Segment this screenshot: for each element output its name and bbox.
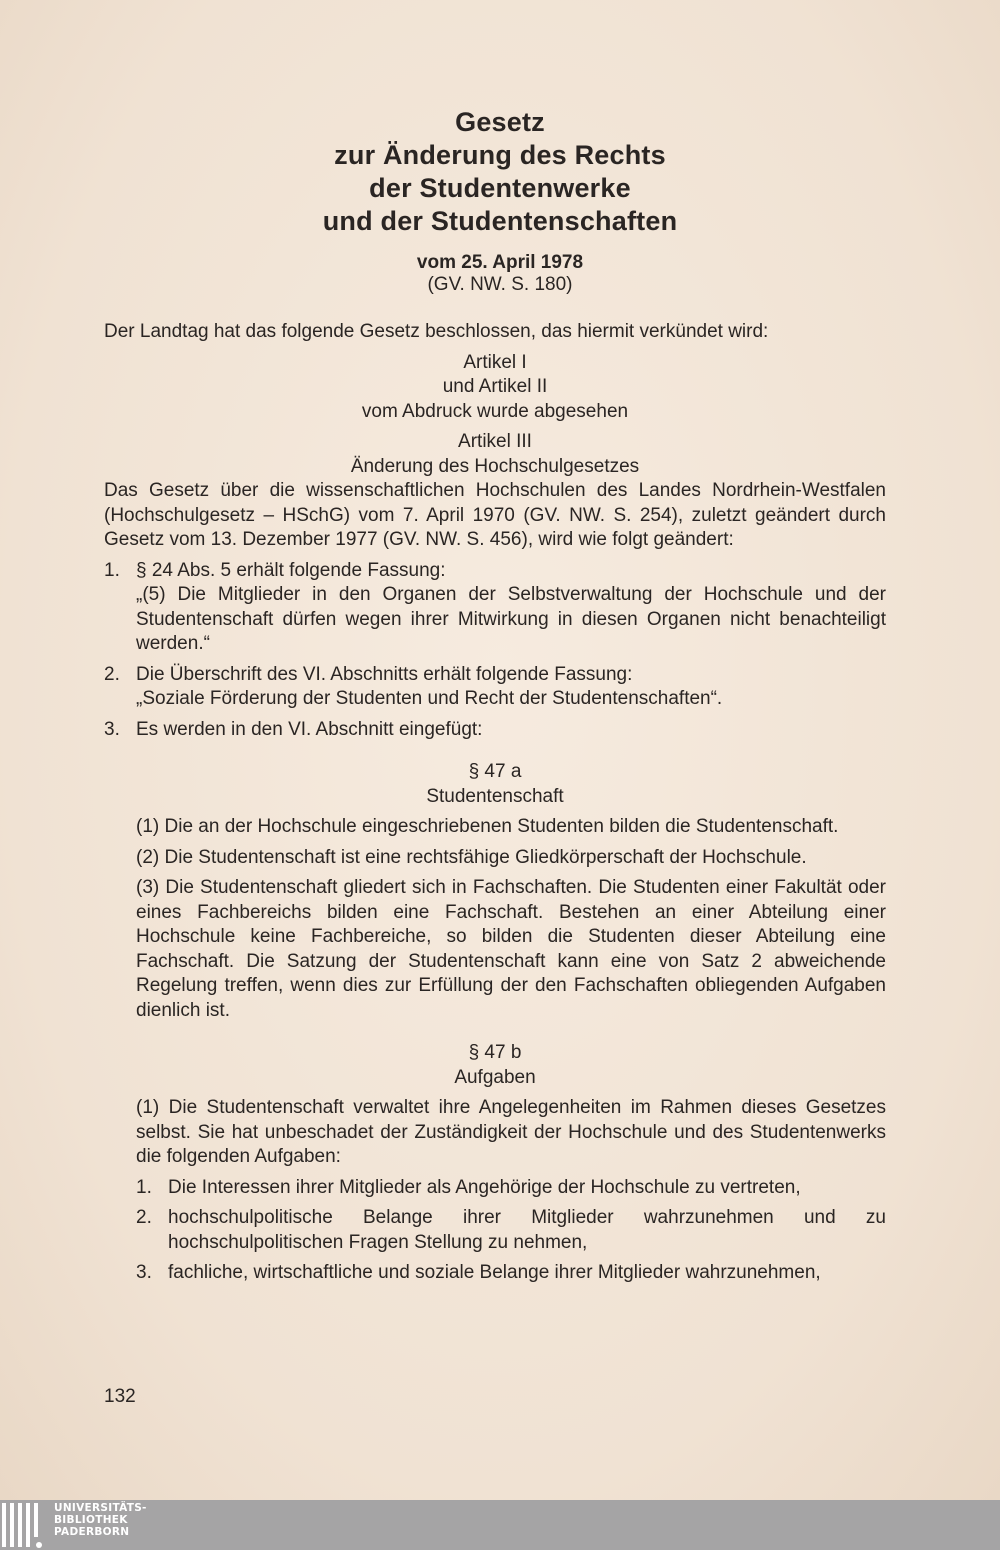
change-text: Es werden in den VI. Abschnitt eingefügt: [136,718,483,740]
article-3-title: Änderung des Hochschulgesetzes [350,455,640,477]
section-47b-title: Aufgaben [454,1066,536,1088]
change-quote: „Soziale Förderung der Studenten und Recht der Studentenschaften“. [136,688,723,709]
library-name-line-3: PADERBORN [54,1526,130,1538]
change-item [104,718,886,743]
change-item [104,559,886,657]
section-47a-para-3: (3) Die Studentenschaft gliedert sich in Fachschaften. Die Studenten einer Fakultät oder eines Fachbereichs bilden eine Fachschaft. Bestehen an einer Abteilung einer Hochschule keine Fachbereiche, so bilden die Studenten dieser Abteilung eine Fachschaft. Die Satzung der Studentenschaft kann eine von Satz 2 abweichende Regelung treffen, wenn dies zur Erfüllung der den Fachschaften obliegenden Aufgaben dienlich ist. [136,877,886,1021]
task-text: Die Interessen ihrer Mitglieder als Angehörige der Hochschule zu vertreten, [168,1176,801,1198]
task-item [104,1206,886,1255]
section-47a-para-2: (2) Die Studentenschaft ist eine rechtsfähige Gliedkörperschaft der Hochschule. [136,846,807,868]
article-1-heading: Artikel I [463,351,527,373]
title-line-4: und der Studentenschaften [322,206,678,236]
law-date: vom 25. April 1978 [416,252,584,273]
logo-dot-icon [36,1542,42,1548]
section-47a-heading: § 47 a [468,761,522,782]
library-footer [0,1500,1000,1550]
section-47a-title: Studentenschaft [426,785,564,807]
article-3-heading: Artikel III [458,431,532,452]
law-source: (GV. NW. S. 180) [427,274,573,295]
page-number: 132 [104,1386,136,1407]
title-line-2: zur Änderung des Rechts [334,140,666,170]
library-name-line-2: BIBLIOTHEK [54,1514,128,1526]
task-item [104,1176,886,1201]
task-text: fachliche, wirtschaftliche und soziale Belange ihrer Mitglieder wahrzunehmen, [168,1262,821,1283]
change-number: 1. [104,559,120,581]
task-text: hochschulpolitische Belange ihrer Mitglieder wahrzunehmen und zu hochschulpolitischen Fragen Stellung zu nehmen, [168,1207,886,1253]
task-number: 3. [136,1262,152,1283]
change-item [104,663,886,712]
title-line-1: Gesetz [455,107,545,137]
title-block [0,106,1000,296]
library-name [54,1502,147,1538]
intro-text: Der Landtag hat das folgende Gesetz beschlossen, das hiermit verkündet wird: [104,321,769,342]
change-text: § 24 Abs. 5 erhält folgende Fassung: [136,559,446,581]
library-name-line-1: UNIVERSITÄTS- [54,1502,147,1514]
task-item [104,1261,886,1286]
change-number: 2. [104,663,120,685]
title-line-3: der Studentenwerke [369,173,631,203]
article-2-heading: und Artikel II [442,376,548,397]
document-body [104,320,886,1286]
section-47b-para-1: (1) Die Studentenschaft verwaltet ihre Angelegenheiten im Rahmen dieses Gesetzes selbst. Sie hat unbeschadet der Zuständigkeit der Hochschule und des Studentenwerks die folgenden Aufgaben: [136,1097,886,1167]
change-quote: „(5) Die Mitglieder in den Organen der Selbstverwaltung der Hochschule und der Studentenschaft dürfen wegen ihrer Mitwirkung in diesen Organen nicht benachteiligt werden.“ [136,584,886,654]
change-text: Die Überschrift des VI. Abschnitts erhält folgende Fassung: [136,663,633,685]
change-number: 3. [104,718,120,740]
task-number: 2. [136,1207,152,1228]
article-3-text: Das Gesetz über die wissenschaftlichen Hochschulen des Landes Nordrhein-Westfalen (Hochschulgesetz – HSchG) vom 7. April 1970 (GV. NW. S. 254), zuletzt geändert durch Gesetz vom 13. Dezember 1977 (GV. NW. S. 456), wird wie folgt geändert: [104,480,886,550]
section-47b-heading: § 47 b [468,1042,522,1063]
task-number: 1. [136,1176,152,1198]
section-47a-para-1: (1) Die an der Hochschule eingeschriebenen Studenten bilden die Studentenschaft. [136,816,839,837]
article-2-note: vom Abdruck wurde abgesehen [361,400,629,422]
